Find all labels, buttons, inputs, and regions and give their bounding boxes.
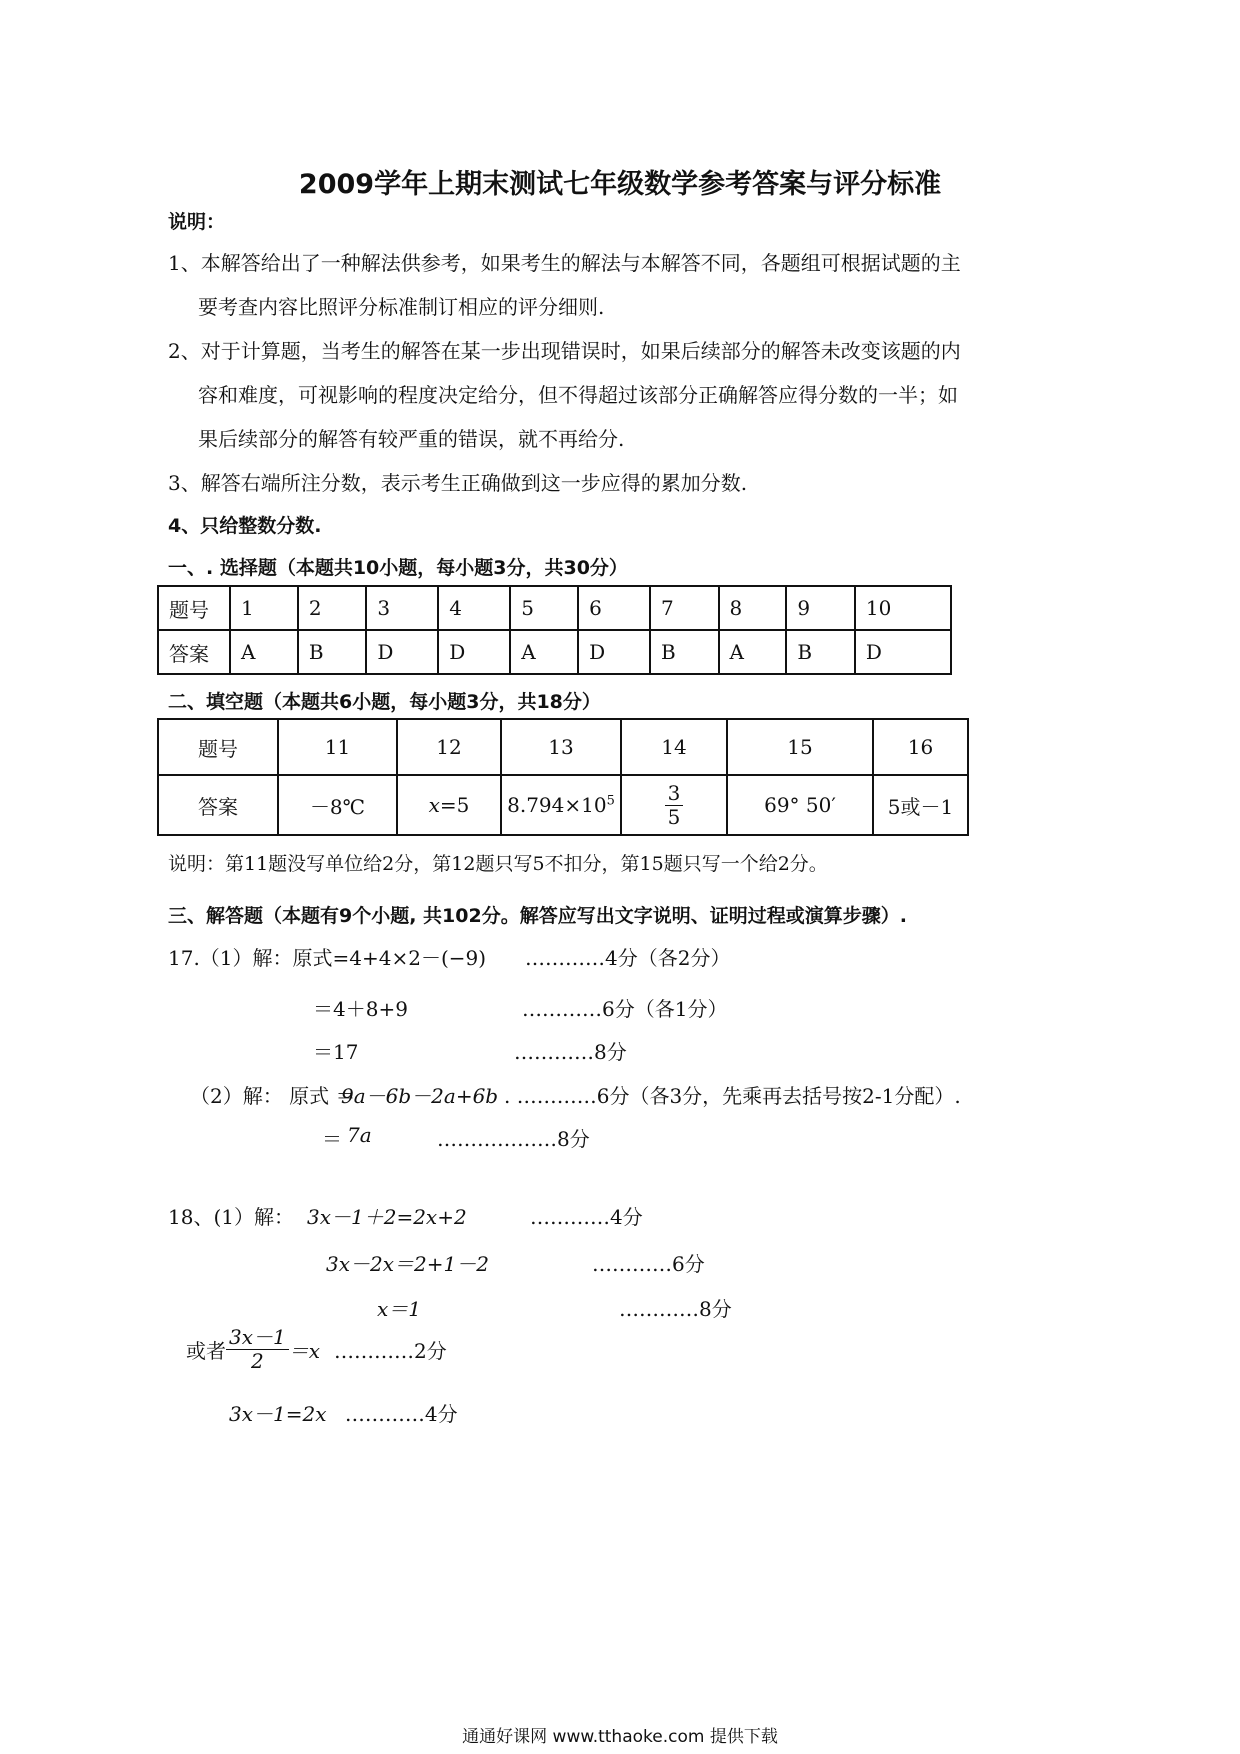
fill-blank-answer-table	[157, 718, 969, 836]
q17-1-line-3: ＝17	[313, 1040, 359, 1064]
row-label-answer: 答案	[158, 630, 230, 674]
fraction-denominator: 2	[251, 1349, 264, 1373]
question-number: 6	[578, 586, 650, 630]
q17-2-expression: 9a－6b－2a+6b	[341, 1084, 499, 1108]
page-title: 2009学年上期末测试七年级数学参考答案与评分标准	[298, 169, 942, 200]
answer-15: 69° 50′	[727, 775, 873, 835]
question-number: 16	[873, 719, 968, 775]
answer-cell: A	[719, 630, 787, 674]
note-3: 3、解答右端所注分数，表示考生正确做到这一步应得的累加分数.	[168, 471, 748, 495]
q18-alt-lead: 或者	[186, 1339, 226, 1363]
answer-13-base: 8.794×10	[507, 793, 607, 817]
q18-alternative	[186, 1326, 447, 1373]
answer-cell: B	[650, 630, 719, 674]
answer-13	[501, 775, 621, 835]
answer-cell: D	[578, 630, 650, 674]
q18-line-1: 3x－1＋2=2x+2	[307, 1205, 467, 1229]
q17-1-score-2: …………6分（各1分）	[522, 997, 728, 1021]
answer-16: 5或－1	[873, 775, 968, 835]
note-2-line-1: 2、对于计算题，当考生的解答在某一步出现错误时，如果后续部分的解答未改变该题的内	[168, 339, 961, 363]
q17-1-score-1: …………4分（各2分）	[525, 946, 731, 970]
variable-x: x	[428, 793, 440, 817]
answer-13-exponent: 5	[606, 793, 615, 809]
q18-line-3: x＝1	[377, 1297, 422, 1321]
note-4: 4、只给整数分数.	[168, 515, 322, 537]
answer-cell: A	[230, 630, 298, 674]
row-label-number: 题号	[158, 586, 230, 630]
note-2-line-2: 容和难度，可视影响的程度决定给分，但不得超过该部分正确解答应得分数的一半；如	[198, 383, 958, 407]
q18-score-3: …………8分	[619, 1297, 732, 1321]
note-2-line-3: 果后续部分的解答有较严重的错误，就不再给分.	[198, 427, 625, 451]
q18-alt-score-2: …………4分	[344, 1402, 458, 1426]
answer-cell: B	[786, 630, 855, 674]
q17-1-line-1: 17.（1）解：原式=4+4×2－(−9)	[168, 946, 487, 970]
question-number: 10	[855, 586, 951, 630]
q18-alt-score: …………2分	[334, 1339, 447, 1363]
section2-heading: 二、填空题（本题共6小题，每小题3分，共18分）	[168, 691, 601, 713]
fraction-denominator: 5	[667, 804, 681, 829]
answer-cell: A	[510, 630, 578, 674]
question-number: 4	[438, 586, 510, 630]
q17-2-lead: （2）解： 原式 ＝	[190, 1084, 356, 1108]
q17-2-line-2-eq: ＝	[322, 1127, 342, 1151]
footer: 通通好课网 www.tthaoke.com 提供下载	[462, 1727, 778, 1747]
q18-lead: 18、(1）解：	[168, 1205, 294, 1229]
question-number: 2	[298, 586, 367, 630]
q18-score-1: …………4分	[530, 1205, 643, 1229]
question-number: 13	[501, 719, 621, 775]
question-number: 1	[230, 586, 298, 630]
q18-alt-rest: ＝x	[288, 1339, 321, 1363]
q18-line-2: 3x－2x＝2+1－2	[326, 1252, 489, 1276]
section2-remark: 说明：第11题没写单位给2分，第12题只写5不扣分，第15题只写一个给2分。	[168, 853, 828, 875]
section1-heading: 一、. 选择题（本题共10小题，每小题3分，共30分）	[168, 557, 628, 579]
q17-2-score-1: . …………6分（各3分，先乘再去括号按2-1分配）.	[504, 1084, 961, 1108]
answer-cell: D	[855, 630, 951, 674]
answer-cell: D	[366, 630, 438, 674]
fraction-numerator: 3	[665, 782, 684, 806]
question-number: 14	[621, 719, 727, 775]
question-number: 9	[786, 586, 855, 630]
answer-cell: D	[438, 630, 510, 674]
section3-heading: 三、解答题（本题有9个小题, 共102分。解答应写出文字说明、证明过程或演算步骤）.	[168, 905, 907, 927]
question-number: 11	[278, 719, 397, 775]
question-number: 5	[510, 586, 578, 630]
question-number: 7	[650, 586, 719, 630]
row-label-answer: 答案	[158, 775, 278, 835]
answer-11: －8℃	[278, 775, 397, 835]
q18-score-2: …………6分	[592, 1252, 705, 1276]
answer-12	[397, 775, 501, 835]
fraction-numerator: 3x－1	[226, 1326, 289, 1350]
answer-cell: B	[298, 630, 367, 674]
choice-answer-table	[157, 585, 952, 675]
q17-2-line-2-expr: 7a	[347, 1123, 372, 1147]
question-number: 12	[397, 719, 501, 775]
q18-alt-line-2-wrap	[229, 1398, 458, 1427]
row-label-number: 题号	[158, 719, 278, 775]
q17-2-score-2: ………………8分	[437, 1127, 590, 1151]
q18-alt-line-2: 3x－1=2x	[229, 1402, 327, 1426]
answer-14	[621, 775, 727, 835]
question-number: 15	[727, 719, 873, 775]
fraction	[665, 782, 684, 829]
note-heading: 说明：	[168, 211, 226, 233]
question-number: 3	[366, 586, 438, 630]
answer-12-rest: =5	[439, 793, 470, 817]
fraction	[226, 1326, 289, 1373]
q17-1-line-2: ＝4＋8+9	[313, 997, 408, 1021]
q17-1-score-3: …………8分	[514, 1040, 627, 1064]
note-1-line-2: 要考查内容比照评分标准制订相应的评分细则.	[198, 295, 605, 319]
question-number: 8	[719, 586, 787, 630]
note-1-line-1: 1、本解答给出了一种解法供参考，如果考生的解法与本解答不同，各题组可根据试题的主	[168, 251, 961, 275]
